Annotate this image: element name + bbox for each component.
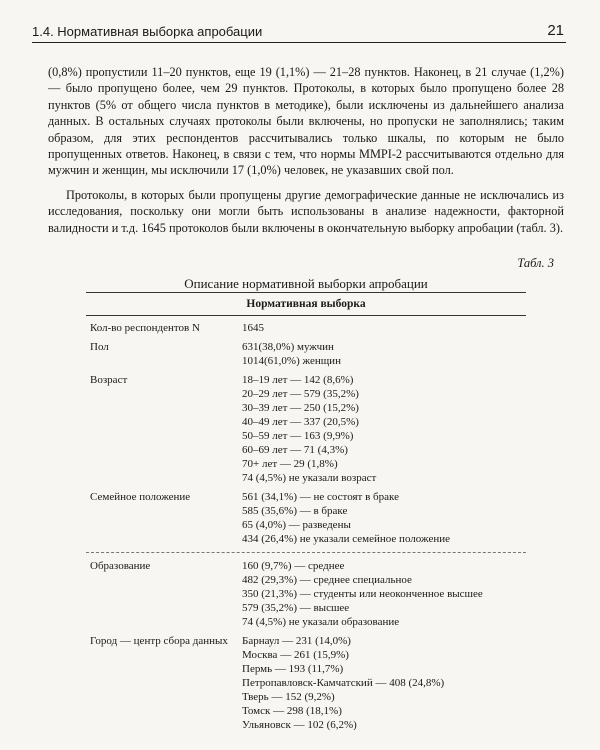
table-reference: Табл. 3 [517,256,554,270]
row-values [242,559,526,629]
row-value: 585 (35,6%) — в браке [242,505,348,517]
table-row [86,485,526,546]
row-value: Москва — 261 (15,9%) [242,649,349,661]
row-values [242,373,526,485]
table-column-header: Нормативная выборка [86,292,526,316]
row-value: Томск — 298 (18,1%) [242,705,342,717]
row-value: Ульяновск — 102 (6,2%) [242,719,357,731]
table-row [86,552,526,629]
table-body [86,316,526,732]
running-title: 1.4. Нормативная выборка апробации [32,24,263,39]
row-value: 65 (4,0%) — разведены [242,519,351,531]
row-values [242,321,526,335]
row-label: Возраст [90,374,128,386]
table-caption: Описание нормативной выборки апробации [184,276,428,291]
row-value: 561 (34,1%) — не состоят в браке [242,491,399,503]
row-value: 18–19 лет — 142 (8,6%) [242,374,354,386]
row-label: Пол [90,341,109,353]
row-value: 60–69 лет — 71 (4,3%) [242,444,348,456]
row-value: 50–59 лет — 163 (9,9%) [242,430,354,442]
row-label: Город — центр сбора данных [90,635,228,647]
table-row [86,335,526,368]
row-value: 1645 [242,322,264,334]
row-value: 434 (26,4%) не указали семейное положение [242,533,451,545]
table-row [86,368,526,485]
row-value: 74 (4,5%) не указали возраст [242,472,377,484]
row-values [242,634,526,732]
row-value: 40–49 лет — 337 (20,5%) [242,416,359,428]
body-text [48,64,564,244]
row-value: 482 (29,3%) — среднее специальное [242,574,412,586]
row-value: 579 (35,2%) — высшее [242,602,350,614]
row-value: Пермь — 193 (11,7%) [242,663,344,675]
row-value: 74 (4,5%) не указали образование [242,616,400,628]
row-value: 350 (21,3%) — студенты или неоконченное высшее [242,588,483,600]
row-value: 1014(61,0%) женщин [242,355,341,367]
row-value: Петропавловск-Камчатский — 408 (24,8%) [242,677,445,689]
table-row [86,316,526,335]
row-value: Барнаул — 231 (14,0%) [242,635,351,647]
table-row [86,629,526,732]
running-header [32,18,566,43]
row-values [242,490,526,546]
row-label: Кол-во респондентов N [90,322,200,334]
page-number: 21 [547,22,564,39]
row-value: 30–39 лет — 250 (15,2%) [242,402,359,414]
row-value: 160 (9,7%) — среднее [242,560,345,572]
row-value: Тверь — 152 (9,2%) [242,691,335,703]
row-label: Семейное положение [90,491,191,503]
row-values [242,340,526,368]
row-label: Образование [90,560,151,572]
norm-sample-table [86,292,526,732]
paragraph-1: (0,8%) пропустили 11–20 пунктов, еще 19 (1,1%) — 21–28 пунктов. Наконец, в 21 случае (1,2%) — было пропущено более, чем 29 пунктов. Протоколы, в которых было пропущено более 28 пунктов (5% от общего числа пунктов в методике), были исключены из дальнейшего анализа данных. В остальных случаях протоколы были включены, но пропуски не заполнялись; таким образом, для этих респондентов рассчитывались только шкалы, по которым не было пропущенных ответов. Наконец, в связи с тем, что нормы MMPI-2 рассчитываются отдельно для мужчин и женщин, мы исключили 17 (1,0%) человек, не указавших свой пол. [48,65,564,178]
paragraph-2: Протоколы, в которых были пропущены другие демографические данные не исключались из исследования, поскольку они могли быть использованы в анализе надежности, факторной валидности и т.д. 1645 протоколов были включены в окончательную выборку апробации (табл. 3). [48,187,564,235]
row-value: 70+ лет — 29 (1,8%) [242,458,338,470]
row-value: 631(38,0%) мужчин [242,341,334,353]
row-value: 20–29 лет — 579 (35,2%) [242,388,359,400]
